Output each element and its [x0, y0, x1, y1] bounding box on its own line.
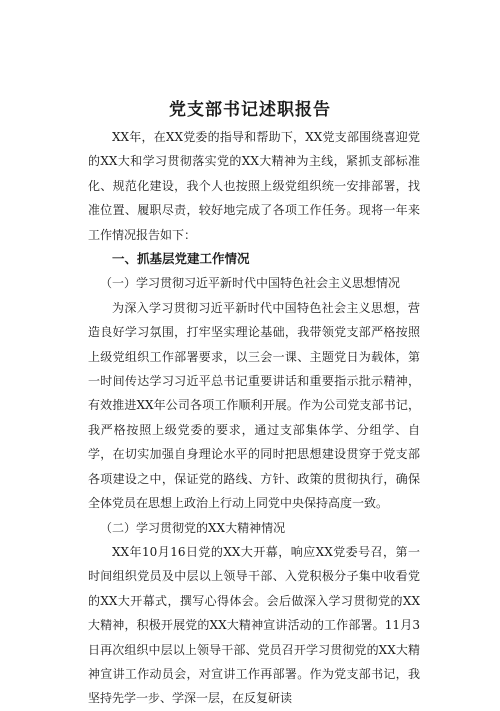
subsection-heading-2: （二）学习贯彻党的XX大精神情况: [100, 520, 286, 535]
document-title: 党支部书记述职报告: [169, 100, 331, 120]
intro-paragraph: XX年，在XX党委的指导和帮助下，XX党支部围绕喜迎党的XX大和学习贯彻落实党的XX大精神为主线，紧抓支部标准化、规范化建设，我个人也按照上级党组织统一安排部署，找准位置、履职尽责，较好地完成了各项工作任务。现将一年来工作情况报告如下：: [88, 130, 420, 242]
subsection-2-paragraph: XX年10月16日党的XX大开幕，响应XX党委号召，第一时间组织党员及中层以上领导干部、入党积极分子集中收看党的XX大开幕式，撰写心得体会。会后做深入学习贯彻党的XX大精神，积极开展党的XX大精神宣讲活动的工作部署。11月3日再次组织中层以上领导干部、党员召开学习贯彻党的XX大精神宣讲工作动员会，对宣讲工作再部署。作为党支部书记，我坚持先学一步、学深一层，在反复研读: [88, 544, 420, 706]
section-heading-1: 一、抓基层党建工作情况: [112, 251, 250, 267]
subsection-heading-1: （一）学习贯彻习近平新时代中国特色社会主义思想情况: [100, 276, 401, 291]
subsection-1-paragraph: 为深入学习贯彻习近平新时代中国特色社会主义思想，营造良好学习氛围，打牢坚实理论基础，我带领党支部严格按照上级党组织工作部署要求，以三会一课、主题党日为载体，第一时间传达学习习近平总书记重要讲话和重要指示批示精神，有效推进XX年公司各项工作顺利开展。作为公司党支部书记，我严格按照上级党委的要求，通过支部集体学、分组学、自学，在切实加强自身理论水平的同时把思想建设贯穿于党支部各项建设之中，保证党的路线、方针、政策的贯彻执行，确保全体党员在思想上政治上行动上同党中央保持高度一致。: [88, 300, 420, 511]
document-body: [88, 125, 420, 711]
